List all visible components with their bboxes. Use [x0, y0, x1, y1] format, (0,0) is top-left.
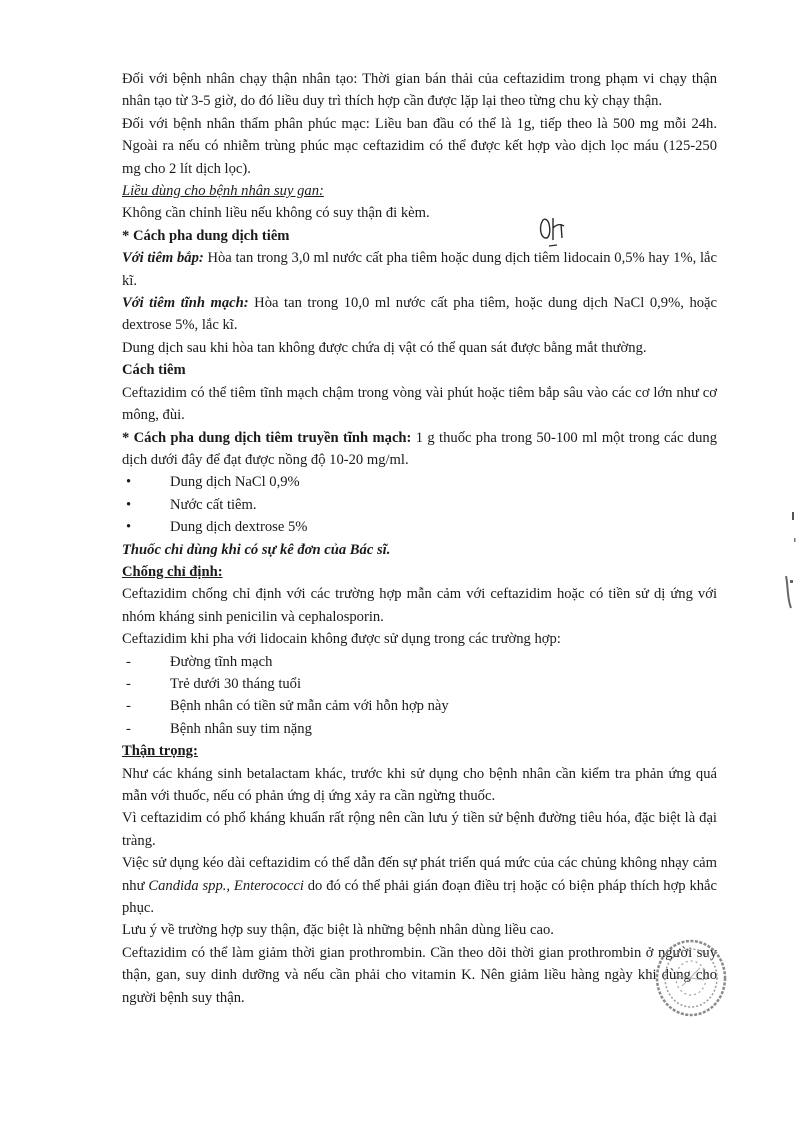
bullet-icon [126, 516, 131, 538]
intravenous-label: Với tiêm tĩnh mạch: [122, 295, 249, 312]
round-seal-stamp-icon [654, 938, 728, 1018]
organism-names: Candida spp., Enterococci [148, 877, 304, 894]
bullet-icon [126, 471, 131, 493]
bullet-icon [126, 494, 131, 516]
dash-icon [126, 695, 131, 717]
injection-prep-heading: * Cách pha dung dịch tiêm [122, 227, 290, 244]
handwritten-initials-mark-icon [537, 214, 567, 250]
intramuscular-paragraph [122, 247, 717, 292]
hemodialysis-paragraph: Đối với bệnh nhân chạy thận nhân tạo: Thời gian bán thải của ceftazidim trong phạm vi chạy thận nhân tạo từ 3-5 giờ, do đó liều duy trì thích hợp cần được lặp lại theo từng chu kỳ chạy thận. [122, 71, 717, 110]
intramuscular-label: Với tiêm bắp: [122, 250, 204, 267]
peritoneal-dialysis-paragraph: Đối với bệnh nhân thẩm phân phúc mạc: Liều ban đầu có thể là 1g, tiếp theo là 500 mg mỗi 24h. Ngoài ra nếu có nhiễm trùng phúc mạc ceftazidim có thể được kết hợp vào dịch lọc máu (125-250 mg cho 2 lít dịch lọc). [122, 115, 717, 177]
dash-icon [126, 651, 131, 673]
caution-paragraph: Như các kháng sinh betalactam khác, trước khi sử dụng cho bệnh nhân cần kiểm tra phản ứng quá mẫn với thuốc, nếu có phản ứng dị ứng xảy ra cần ngừng thuốc. [122, 765, 717, 804]
list-item: • Dung dịch NaCl 0,9% [122, 471, 717, 493]
intravenous-text: Hòa tan trong 10,0 ml nước cất pha tiêm, hoặc dung dịch NaCl 0,9%, hoặc dextrose 5%, lắc kĩ. [122, 295, 718, 334]
injection-method-heading: Cách tiêm [122, 362, 186, 379]
caution-heading: Thận trọng: [122, 743, 198, 760]
list-item: - Đường tĩnh mạch [122, 651, 717, 673]
lidocaine-note: Ceftazidim khi pha với lidocain không được sử dụng trong các trường hợp: [122, 631, 561, 648]
list-item: - Bệnh nhân suy tim nặng [122, 718, 717, 740]
list-item: - Trẻ dưới 30 tháng tuổi [122, 673, 717, 695]
document-page [122, 68, 717, 1009]
dash-icon [126, 673, 131, 695]
prescription-note: Thuốc chỉ dùng khi có sự kê đơn của Bác sĩ. [122, 541, 391, 558]
caution-paragraph: Lưu ý về trường hợp suy thận, đặc biệt là những bệnh nhân dùng liều cao. [122, 922, 554, 939]
infusion-paragraph [122, 427, 717, 472]
caution-paragraph: Việc sử dụng kéo dài ceftazidim có thể dẫn đến sự phát triển quá mức của các chủng không nhạy cảm như Candida spp., Enterococci do đó có thể phải gián đoạn điều trị hoặc có biện pháp thích hợp khắc phục. [122, 855, 717, 917]
intravenous-paragraph [122, 292, 717, 337]
list-item: - Bệnh nhân có tiền sử mẫn cảm với hỗn hợp này [122, 695, 717, 717]
list-item: • Nước cất tiêm. [122, 494, 717, 516]
list-item: • Dung dịch dextrose 5% [122, 516, 717, 538]
infusion-heading: * Cách pha dung dịch tiêm truyền tĩnh mạch: [122, 429, 412, 446]
caution-paragraph: Vì ceftazidim có phổ kháng khuẩn rất rộng nên cần lưu ý tiền sử bệnh đường tiêu hóa, đặc biệt là đại tràng. [122, 810, 717, 849]
solution-note: Dung dịch sau khi hòa tan không được chứa dị vật có thể quan sát được bằng mắt thường. [122, 339, 647, 356]
liver-dosage-text: Không cần chỉnh liều nếu không có suy thận đi kèm. [122, 205, 430, 222]
infusion-text: 1 g thuốc pha trong 50-100 ml một trong các dung dịch dưới đây để đạt được nồng độ 10-20 mg/ml. [122, 429, 717, 468]
contraindication-heading: Chống chỉ định: [122, 563, 223, 580]
dash-icon [126, 718, 131, 740]
caution-paragraph: Ceftazidim có thể làm giảm thời gian prothrombin. Cần theo dõi thời gian prothrombin ở người suy thận, gan, suy dinh dưỡng và nếu cần phải cho vitamin K. Nên giảm liều hàng ngày khi dùng cho người bệnh suy thận. [122, 944, 717, 1006]
contraindication-text: Ceftazidim chống chỉ định với các trường hợp mẫn cảm với ceftazidim hoặc có tiền sử dị ứng với nhóm kháng sinh penicilin và cephalosporin. [122, 586, 717, 625]
intramuscular-text: Hòa tan trong 3,0 ml nước cất pha tiêm hoặc dung dịch tiêm lidocain 0,5% hay 1%, lắc kĩ. [122, 250, 718, 289]
edge-scan-marks-icon [778, 508, 800, 618]
liver-dosage-heading: Liều dùng cho bệnh nhân suy gan: [122, 183, 324, 200]
injection-method-text: Ceftazidim có thể tiêm tĩnh mạch chậm trong vòng vài phút hoặc tiêm bắp sâu vào các cơ lớn như cơ mông, đùi. [122, 384, 717, 424]
